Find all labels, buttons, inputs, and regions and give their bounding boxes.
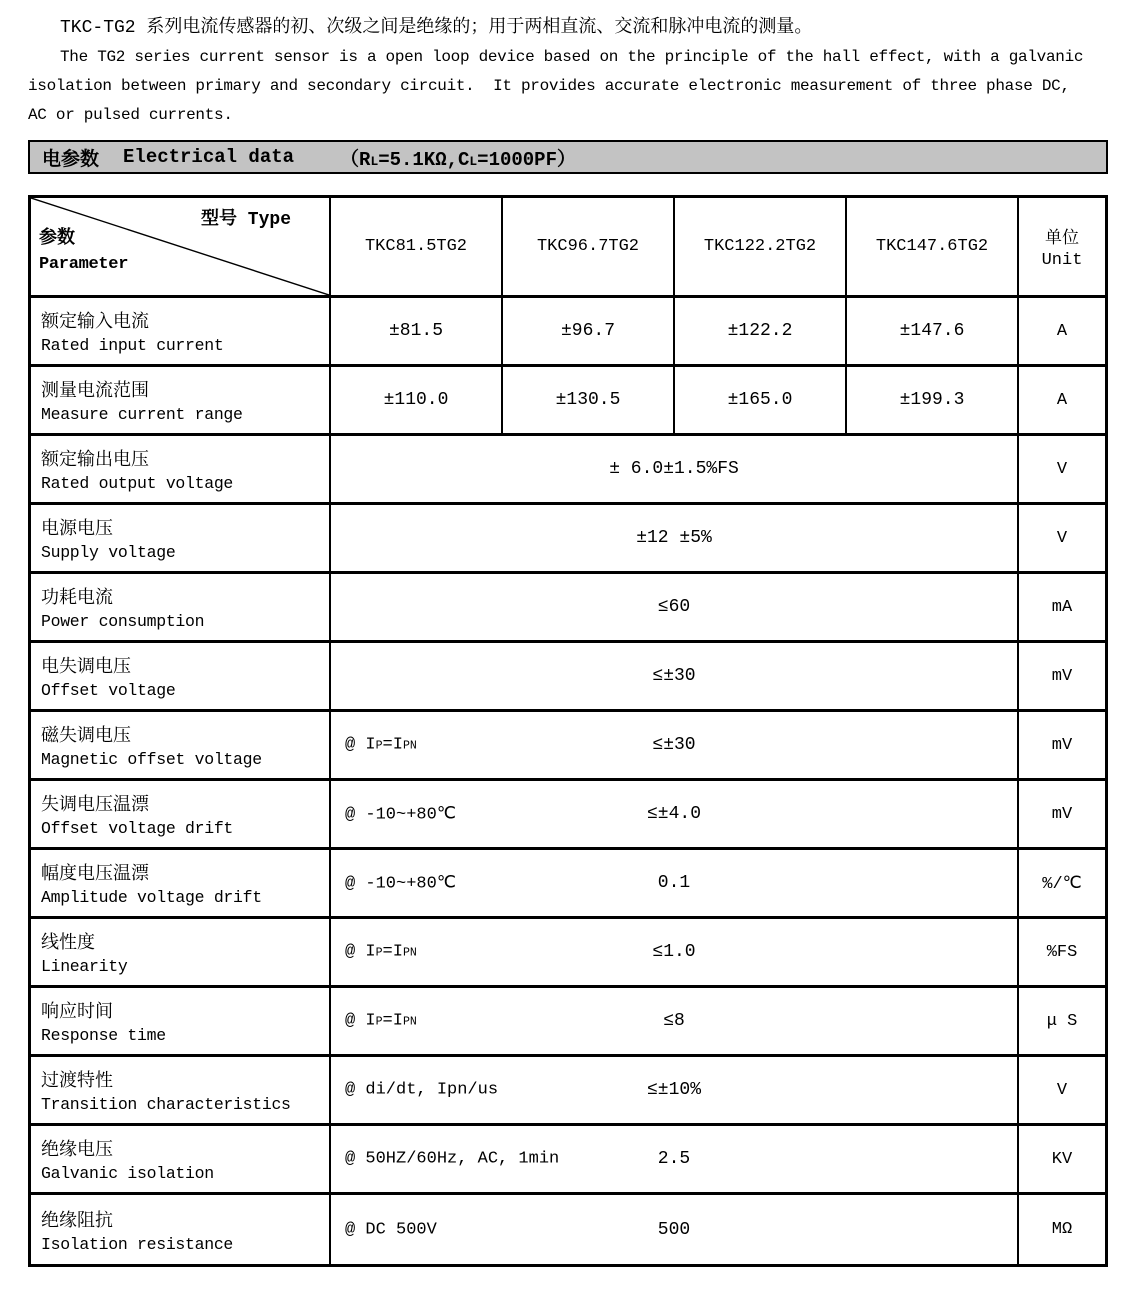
test-condition-label (345, 1081, 498, 1100)
merged-value: 0.1 (657, 873, 691, 893)
corner-cell (31, 198, 331, 298)
model-header-cell: TKC96.7TG2 (503, 198, 675, 298)
unit-cell: V (1019, 1057, 1105, 1126)
param-label-zh: 额定输入电流 (41, 313, 149, 333)
param-cell (31, 712, 331, 781)
merged-value-cell (331, 1195, 1019, 1264)
param-label-zh: 额定输出电压 (41, 451, 149, 471)
param-label-en: Magnetic offset voltage (41, 750, 262, 769)
subscript-text: P (375, 946, 383, 960)
unit-cell: %FS (1019, 919, 1105, 988)
param-label-en: Power consumption (41, 612, 205, 631)
merged-value-cell (331, 781, 1019, 850)
intro-line-en-2: isolation between primary and secondary circuit. It provides accurate electronic measurement of three phase DC, (28, 77, 1070, 95)
merged-value-cell (331, 505, 1019, 574)
merged-value-cell (331, 1057, 1019, 1126)
value-cell: ±165.0 (675, 367, 847, 436)
unit-cell: mV (1019, 643, 1105, 712)
intro-paragraph (28, 14, 1110, 130)
label-text: @ I (345, 1011, 376, 1031)
corner-type-label: 型号 Type (200, 210, 291, 230)
corner-param-en: Parameter (39, 255, 129, 274)
intro-line-en-3: AC or pulsed currents. (28, 106, 233, 124)
merged-value: ≤±4.0 (646, 804, 701, 824)
label-text: @ I (345, 942, 376, 962)
param-label-zh: 过渡特性 (41, 1072, 113, 1092)
merged-value: ≤±10% (646, 1080, 701, 1100)
merged-value-cell (331, 919, 1019, 988)
subscript-text: P (375, 1015, 383, 1029)
value-cell: ±122.2 (675, 298, 847, 367)
param-cell (31, 574, 331, 643)
unit-cell: A (1019, 367, 1105, 436)
label-text: （R (340, 148, 371, 171)
param-label-en: Response time (41, 1026, 166, 1045)
param-cell (31, 988, 331, 1057)
merged-value-cell (331, 988, 1019, 1057)
unit-header-cell (1019, 198, 1105, 298)
label-text: =I (382, 942, 403, 962)
param-label-zh: 磁失调电压 (41, 727, 131, 747)
param-label-zh: 绝缘电压 (41, 1141, 113, 1161)
param-label-en: Rated output voltage (41, 474, 234, 493)
value-cell: ±81.5 (331, 298, 503, 367)
value-cell: ±199.3 (847, 367, 1019, 436)
test-condition-label (345, 1220, 437, 1239)
unit-cell: μ S (1019, 988, 1105, 1057)
param-label-en: Isolation resistance (41, 1234, 234, 1254)
label-text: @ -10~+80℃ (345, 874, 456, 894)
label-text: =I (382, 735, 403, 755)
unit-cell: mV (1019, 781, 1105, 850)
intro-line-en-1: The TG2 series current sensor is a open loop device based on the principle of the hall effect, with a galvanic (60, 48, 1084, 66)
intro-line-zh: TKC-TG2 系列电流传感器的初、次级之间是绝缘的；用于两相直流、交流和脉冲电流的测量。 (60, 18, 813, 38)
test-condition-label (345, 804, 456, 825)
param-label-zh: 线性度 (41, 934, 95, 954)
unit-cell: V (1019, 436, 1105, 505)
spec-table (28, 195, 1108, 1267)
merged-value: ±12 ±5% (636, 528, 712, 548)
param-label-zh: 电源电压 (41, 520, 113, 540)
param-label-en: Linearity (41, 957, 128, 976)
corner-param-label (39, 226, 128, 278)
param-cell (31, 643, 331, 712)
merged-value: ≤1.0 (652, 942, 696, 962)
unit-cell: mV (1019, 712, 1105, 781)
param-label-zh: 测量电流范围 (41, 382, 149, 402)
param-cell (31, 850, 331, 919)
test-condition-label (345, 736, 417, 755)
param-cell (31, 1195, 331, 1264)
label-text: @ I (345, 735, 376, 755)
param-cell (31, 436, 331, 505)
merged-value-cell (331, 1126, 1019, 1195)
merged-value-cell (331, 574, 1019, 643)
param-cell (31, 1057, 331, 1126)
subscript-text: L (370, 153, 379, 169)
test-condition-label (345, 873, 456, 894)
label-text: @ DC 500V (345, 1220, 437, 1239)
subscript-text: P (375, 739, 383, 753)
param-label-en: Transition characteristics (41, 1095, 291, 1114)
section-title-zh: 电参数 (42, 148, 100, 171)
unit-header-en: Unit (1041, 251, 1083, 270)
param-label-en: Supply voltage (41, 543, 176, 562)
param-label-en: Measure current range (41, 405, 243, 424)
unit-cell: V (1019, 505, 1105, 574)
subscript-text: PN (402, 1015, 417, 1029)
label-text: @ 50HZ/60Hz, AC, 1min (345, 1149, 560, 1169)
param-cell (31, 1126, 331, 1195)
merged-value: ≤8 (663, 1011, 685, 1031)
param-label-en: Rated input current (41, 336, 224, 355)
unit-header-zh: 单位 (1045, 230, 1079, 249)
param-label-zh: 功耗电流 (41, 589, 113, 609)
unit-cell: A (1019, 298, 1105, 367)
test-condition-label (345, 1012, 417, 1031)
subscript-text: PN (402, 946, 417, 960)
merged-value: 500 (657, 1219, 691, 1240)
merged-value-cell (331, 643, 1019, 712)
section-test-condition (340, 144, 576, 171)
merged-value-cell (331, 436, 1019, 505)
model-header-cell: TKC147.6TG2 (847, 198, 1019, 298)
label-text: =1000PF） (477, 148, 576, 171)
param-label-zh: 失调电压温漂 (41, 796, 149, 816)
param-label-en: Amplitude voltage drift (41, 888, 262, 907)
merged-value: ≤±30 (652, 735, 696, 755)
section-title-en: Electrical data (123, 146, 295, 168)
corner-param-zh: 参数 (39, 229, 75, 249)
param-cell (31, 919, 331, 988)
label-text: =5.1KΩ,C (378, 148, 470, 171)
model-header-cell: TKC81.5TG2 (331, 198, 503, 298)
param-label-zh: 电失调电压 (41, 658, 131, 678)
unit-cell: MΩ (1051, 1220, 1073, 1239)
test-condition-label (345, 1150, 559, 1169)
param-label-zh: 响应时间 (41, 1003, 113, 1023)
merged-value-cell (331, 712, 1019, 781)
unit-cell: KV (1019, 1126, 1105, 1195)
merged-value: 2.5 (657, 1149, 691, 1169)
value-cell: ±130.5 (503, 367, 675, 436)
unit-cell: mA (1019, 574, 1105, 643)
section-header-bar (28, 140, 1108, 174)
param-cell (31, 367, 331, 436)
param-label-zh: 绝缘阻抗 (41, 1211, 113, 1232)
param-label-en: Offset voltage (41, 681, 176, 700)
merged-value-cell (331, 850, 1019, 919)
value-cell: ±96.7 (503, 298, 675, 367)
label-text: @ di/dt, Ipn/us (345, 1080, 499, 1100)
merged-value: ≤60 (657, 597, 691, 617)
param-label-en: Offset voltage drift (41, 819, 234, 838)
label-text: =I (382, 1011, 403, 1031)
param-cell (31, 505, 331, 574)
param-label-en: Galvanic isolation (41, 1164, 214, 1183)
model-header-cell: TKC122.2TG2 (675, 198, 847, 298)
param-cell (31, 298, 331, 367)
subscript-text: L (469, 153, 478, 169)
value-cell: ±110.0 (331, 367, 503, 436)
unit-cell: %/℃ (1019, 850, 1105, 919)
merged-value: ≤±30 (652, 666, 696, 686)
param-label-zh: 幅度电压温漂 (41, 865, 149, 885)
param-cell (31, 781, 331, 850)
value-cell: ±147.6 (847, 298, 1019, 367)
test-condition-label (345, 943, 417, 962)
subscript-text: PN (402, 739, 417, 753)
label-text: @ -10~+80℃ (345, 805, 456, 825)
merged-value: ± 6.0±1.5%FS (609, 459, 739, 479)
